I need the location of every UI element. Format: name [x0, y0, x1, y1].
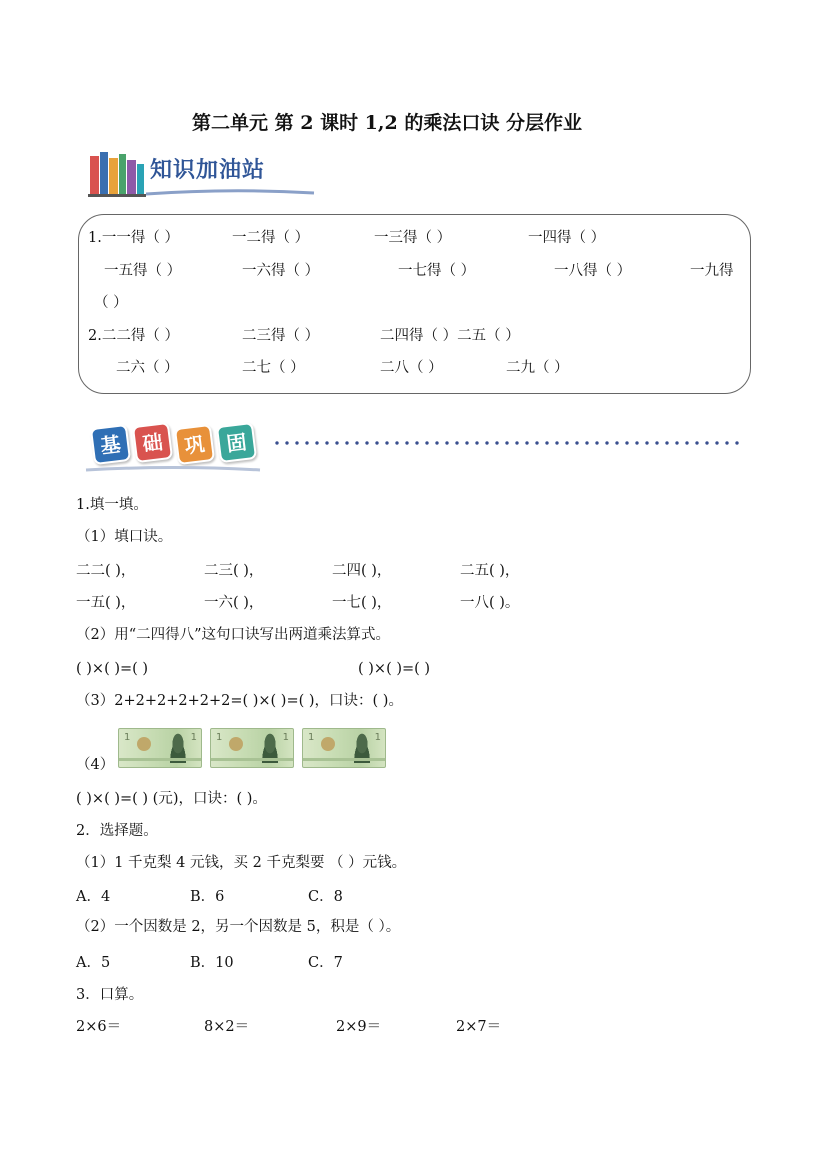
kb-row4-item2: 二三得（ ） [242, 328, 320, 344]
kb-row5-item4: 二九（ ） [506, 360, 569, 376]
q1-part2-label: （2）用“二四得八”这句口诀写出两道乘法算式。 [76, 627, 391, 643]
q1-p1-r1-item4: 二五( )， [460, 563, 520, 579]
kb-row5-item3: 二八（ ） [380, 360, 443, 376]
basics-tile-4: 固 [216, 422, 257, 463]
q2-p2-option-b: B．10 [190, 955, 234, 971]
kb-row3-item1: （ ） [94, 295, 128, 311]
q1-part3: （3）2+2+2+2+2+2=( )×( )=( )，口诀：( )。 [76, 693, 403, 709]
kb-row1-item2: 一二得（ ） [232, 230, 310, 246]
q3-item-1: 2×6＝ [76, 1019, 122, 1035]
basics-tile-1: 基 [90, 424, 131, 465]
kb-row1-item1: 1.一一得（ ） [88, 230, 179, 246]
q1-part4-label: （4） [76, 757, 115, 773]
basics-underline [84, 464, 264, 474]
kb-row4-item3: 二四得（ ）二五（ ） [380, 328, 520, 344]
kb-row1-item4: 一四得（ ） [528, 230, 606, 246]
q1-part1-label: （1）填口诀。 [76, 529, 173, 545]
banknote-value-1: 1 [124, 732, 131, 743]
knowledge-banner-label: 知识加油站 [150, 158, 266, 183]
banknote-value-3: 1 [308, 732, 315, 743]
basics-banner [84, 420, 274, 476]
q1-p1-r1-item2: 二三( )， [204, 563, 264, 579]
banknote-image-3 [302, 728, 386, 768]
banknote-value-2b: 1 [282, 732, 289, 743]
knowledge-banner [86, 150, 316, 198]
banknote-image-1 [118, 728, 202, 768]
q2-part1: （1）1 千克梨 4 元钱，买 2 千克梨要 （ ）元钱。 [76, 855, 407, 871]
q1-heading: 1.填一填。 [76, 497, 148, 513]
q1-p1-r2-item4: 一八( )。 [460, 595, 520, 611]
q1-p1-r2-item2: 一六( )， [204, 595, 264, 611]
kb-row2-item3: 一七得（ ） [398, 263, 476, 279]
banner-underline [146, 188, 316, 198]
q1-p1-r2-item1: 一五( )， [76, 595, 136, 611]
q1-p1-r1-item3: 二四( )， [332, 563, 392, 579]
kb-row2-item1: 一五得（ ） [104, 263, 182, 279]
q2-p1-option-b: B．6 [190, 889, 225, 905]
q2-heading: 2．选择题。 [76, 823, 158, 839]
dotted-divider [272, 440, 742, 446]
kb-row4-item1: 2.二二得（ ） [88, 328, 179, 344]
basics-tile-2: 础 [132, 422, 173, 463]
kb-row2-item2: 一六得（ ） [242, 263, 320, 279]
banknote-value-3b: 1 [374, 732, 381, 743]
q2-p1-option-a: A．4 [76, 889, 111, 905]
kb-row5-item2: 二七（ ） [242, 360, 305, 376]
q1-part4-equation: ( )×( )=( ) (元)，口诀：( )。 [76, 791, 267, 807]
q1-p2-equation2: ( )×( )=( ) [358, 661, 431, 677]
q2-p1-option-c: C．8 [308, 889, 343, 905]
basics-tile-3: 巩 [174, 424, 215, 465]
q3-item-3: 2×9＝ [336, 1019, 382, 1035]
banknote-image-2 [210, 728, 294, 768]
q2-p2-option-a: A．5 [76, 955, 111, 971]
kb-row1-item3: 一三得（ ） [374, 230, 452, 246]
q2-p2-option-c: C．7 [308, 955, 343, 971]
kb-row2-item4: 一八得（ ） [554, 263, 632, 279]
page-title: 第二单元 第 2 课时 1,2 的乘法口诀 分层作业 [192, 112, 582, 134]
q2-part2: （2）一个因数是 2，另一个因数是 5，积是（ ）。 [76, 919, 401, 935]
q1-p2-equation1: ( )×( )=( ) [76, 661, 149, 677]
q3-item-2: 8×2＝ [204, 1019, 250, 1035]
kb-row2-item5: 一九得 [690, 263, 734, 279]
books-icon [86, 150, 148, 198]
q3-heading: 3．口算。 [76, 987, 144, 1003]
banknote-value-1b: 1 [190, 732, 197, 743]
q3-item-4: 2×7＝ [456, 1019, 502, 1035]
kb-row5-item1: 二六（ ） [116, 360, 179, 376]
q1-p1-r1-item1: 二二( )， [76, 563, 136, 579]
q1-p1-r2-item3: 一七( )， [332, 595, 392, 611]
banknote-value-2: 1 [216, 732, 223, 743]
